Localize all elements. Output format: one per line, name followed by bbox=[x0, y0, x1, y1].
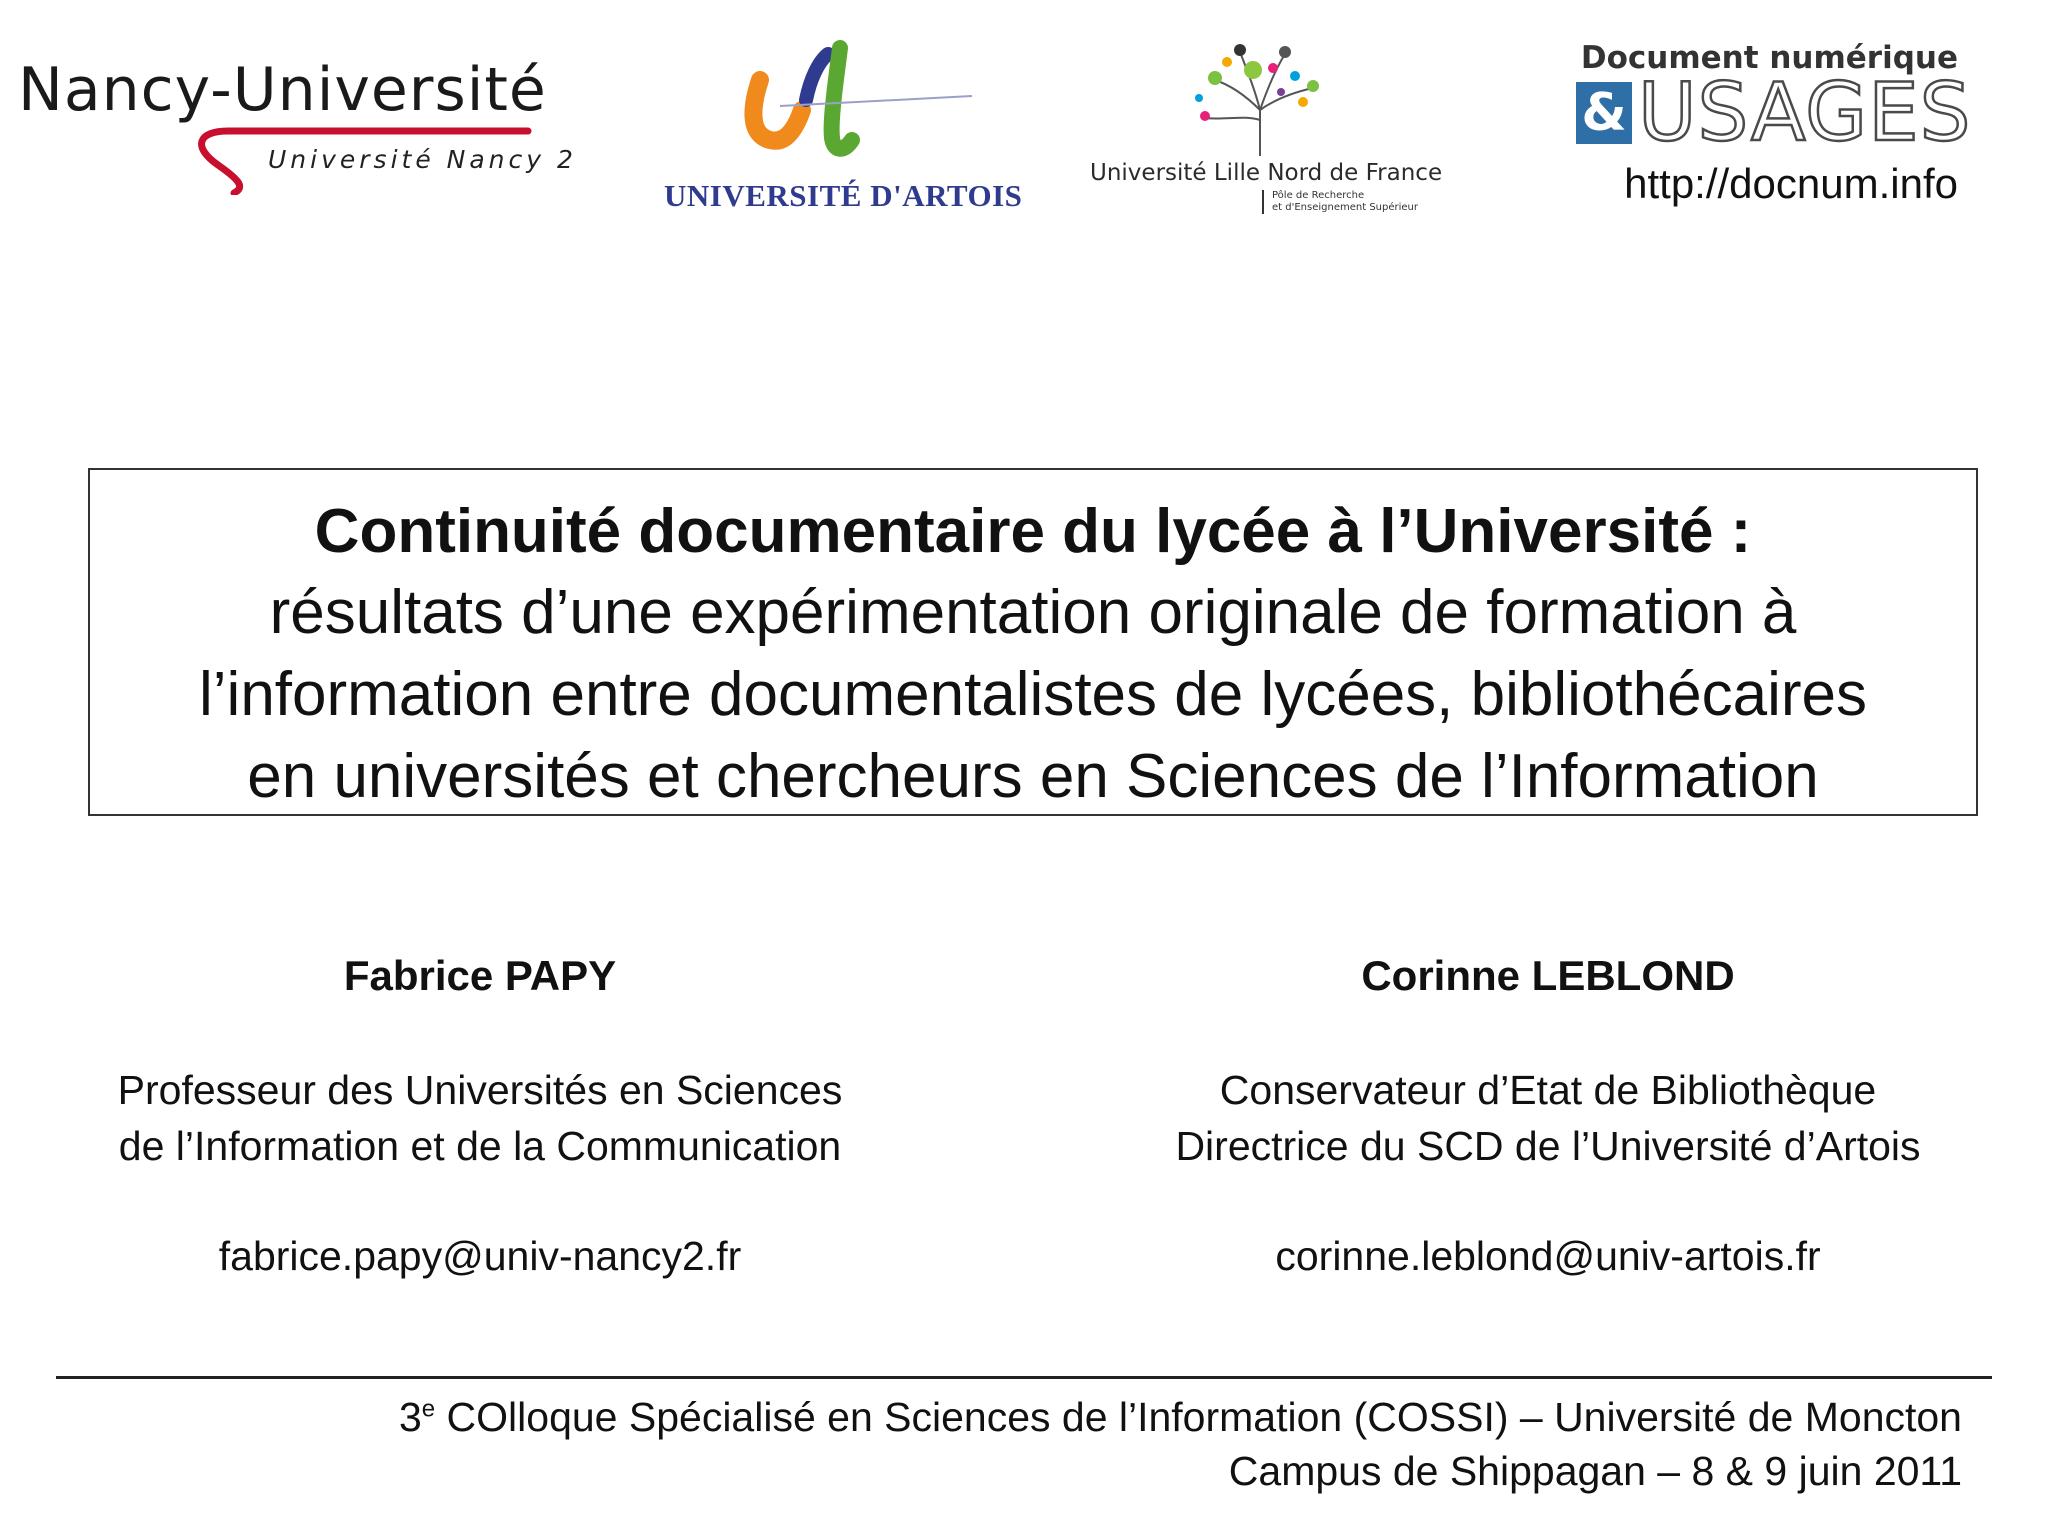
footer-ordinal: 3 bbox=[398, 1394, 422, 1440]
nancy-logo-subtitle: Université Nancy 2 bbox=[268, 145, 577, 174]
author-role-line1: Conservateur d’Etat de Bibliothèque bbox=[1219, 1067, 1877, 1113]
lille-logo-name: Université Lille Nord de France bbox=[1090, 160, 1443, 186]
footer-conference: COlloque Spécialisé en Sciences de l’Information (COSSI) – Université de Moncton bbox=[435, 1394, 1962, 1440]
nancy-universite-logo bbox=[18, 55, 578, 195]
footer-line-2: Campus de Shippagan – 8 & 9 juin 2011 bbox=[1228, 1448, 1962, 1494]
author-name: Fabrice PAPY bbox=[343, 952, 617, 999]
author-role-line1: Professeur des Universités en Sciences bbox=[117, 1067, 843, 1113]
footer bbox=[399, 1390, 1962, 1498]
author-email[interactable]: corinne.leblond@univ-artois.fr bbox=[1275, 1233, 1821, 1279]
title-line-3: en universités et chercheurs en Sciences de l’Information bbox=[247, 742, 1819, 811]
docnum-logo bbox=[1568, 40, 1972, 210]
author-name: Corinne LEBLOND bbox=[1361, 952, 1735, 999]
author-role bbox=[30, 1062, 930, 1174]
artois-logo bbox=[660, 40, 1023, 220]
author-email[interactable]: fabrice.papy@univ-nancy2.fr bbox=[218, 1233, 742, 1279]
title-box bbox=[88, 468, 1978, 816]
lille-logo bbox=[1090, 40, 1443, 220]
lille-pole-line2: et d'Enseignement Supérieur bbox=[1272, 202, 1418, 213]
footer-ordinal-sup: e bbox=[421, 1395, 436, 1423]
docnum-usages-wordmark: USAGES bbox=[1638, 66, 1972, 159]
artois-mark-icon bbox=[740, 40, 980, 170]
title-line-1: résultats d’une expérimentation originale de formation à bbox=[269, 578, 1797, 647]
artois-logo-name: UNIVERSITÉ D'ARTOIS bbox=[664, 178, 1023, 213]
author-left bbox=[30, 950, 930, 1282]
author-role-line2: de l’Information et de la Communication bbox=[118, 1123, 842, 1169]
author-role-line2: Directrice du SCD de l’Université d’Artois bbox=[1175, 1123, 1921, 1169]
lille-logo-pole bbox=[1262, 190, 1418, 214]
lille-pole-line1: Pôle de Recherche bbox=[1272, 190, 1365, 201]
title-main: Continuité documentaire du lycée à l’Université : bbox=[314, 497, 1752, 566]
footer-line-1 bbox=[399, 1390, 1962, 1444]
docnum-ampersand: & bbox=[1576, 82, 1632, 144]
footer-divider bbox=[56, 1376, 1992, 1379]
lille-tree-icon bbox=[1185, 40, 1335, 158]
author-role bbox=[1098, 1062, 1998, 1174]
title-line-2: l’information entre documentalistes de lycées, bibliothécaires bbox=[199, 660, 1867, 729]
nancy-logo-name: Nancy-Université bbox=[18, 55, 547, 125]
author-right bbox=[1098, 950, 1998, 1282]
docnum-logo-title: Document numérique bbox=[1580, 40, 1958, 76]
docnum-url[interactable]: http://docnum.info bbox=[1624, 160, 1958, 207]
